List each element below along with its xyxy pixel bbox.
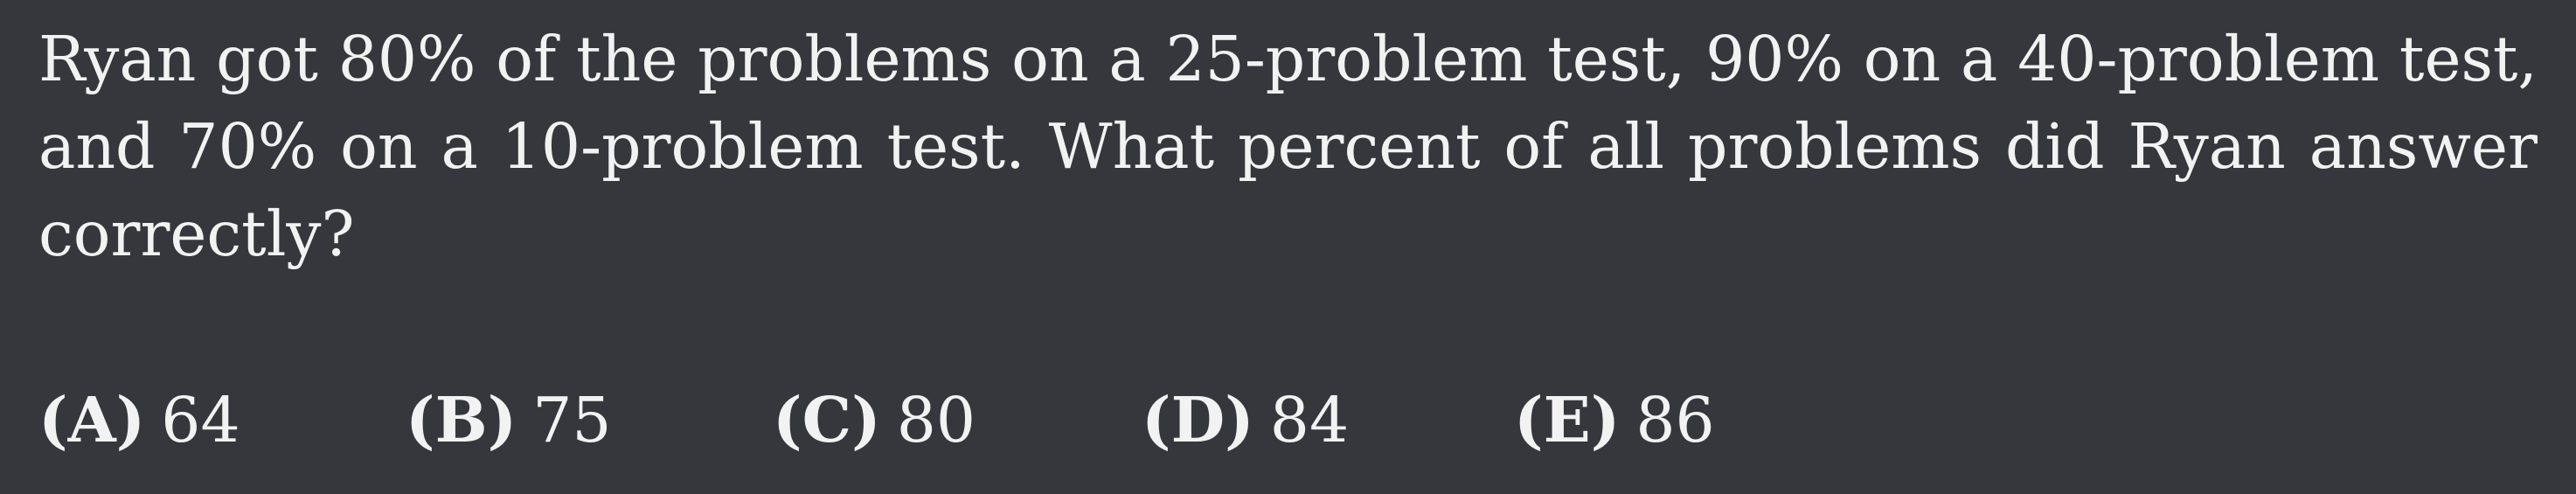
choice-c-value: 80 bbox=[896, 384, 976, 456]
choice-a[interactable] bbox=[38, 367, 240, 473]
choice-c[interactable] bbox=[773, 367, 976, 473]
choice-d-letter: (D) bbox=[1142, 383, 1254, 456]
choice-d-value: 84 bbox=[1269, 384, 1350, 456]
answer-choices bbox=[38, 367, 1874, 472]
choice-e[interactable] bbox=[1514, 367, 1715, 473]
choice-b-letter: (B) bbox=[406, 383, 517, 456]
choice-d[interactable] bbox=[1142, 367, 1349, 473]
choice-a-value: 64 bbox=[161, 384, 240, 456]
choice-e-letter: (E) bbox=[1514, 383, 1621, 456]
choice-b-value: 75 bbox=[532, 384, 612, 456]
choice-b[interactable] bbox=[406, 367, 612, 473]
choice-e-value: 86 bbox=[1635, 384, 1715, 456]
choice-c-letter: (C) bbox=[773, 383, 881, 456]
question-text: Ryan got 80% of the problems on a 25-problem test, 90% on a 40-problem test, and 70% on a 10-problem test. What percent of all problems did Ryan answer correctly? bbox=[38, 23, 2538, 270]
choice-a-letter: (A) bbox=[38, 383, 146, 456]
